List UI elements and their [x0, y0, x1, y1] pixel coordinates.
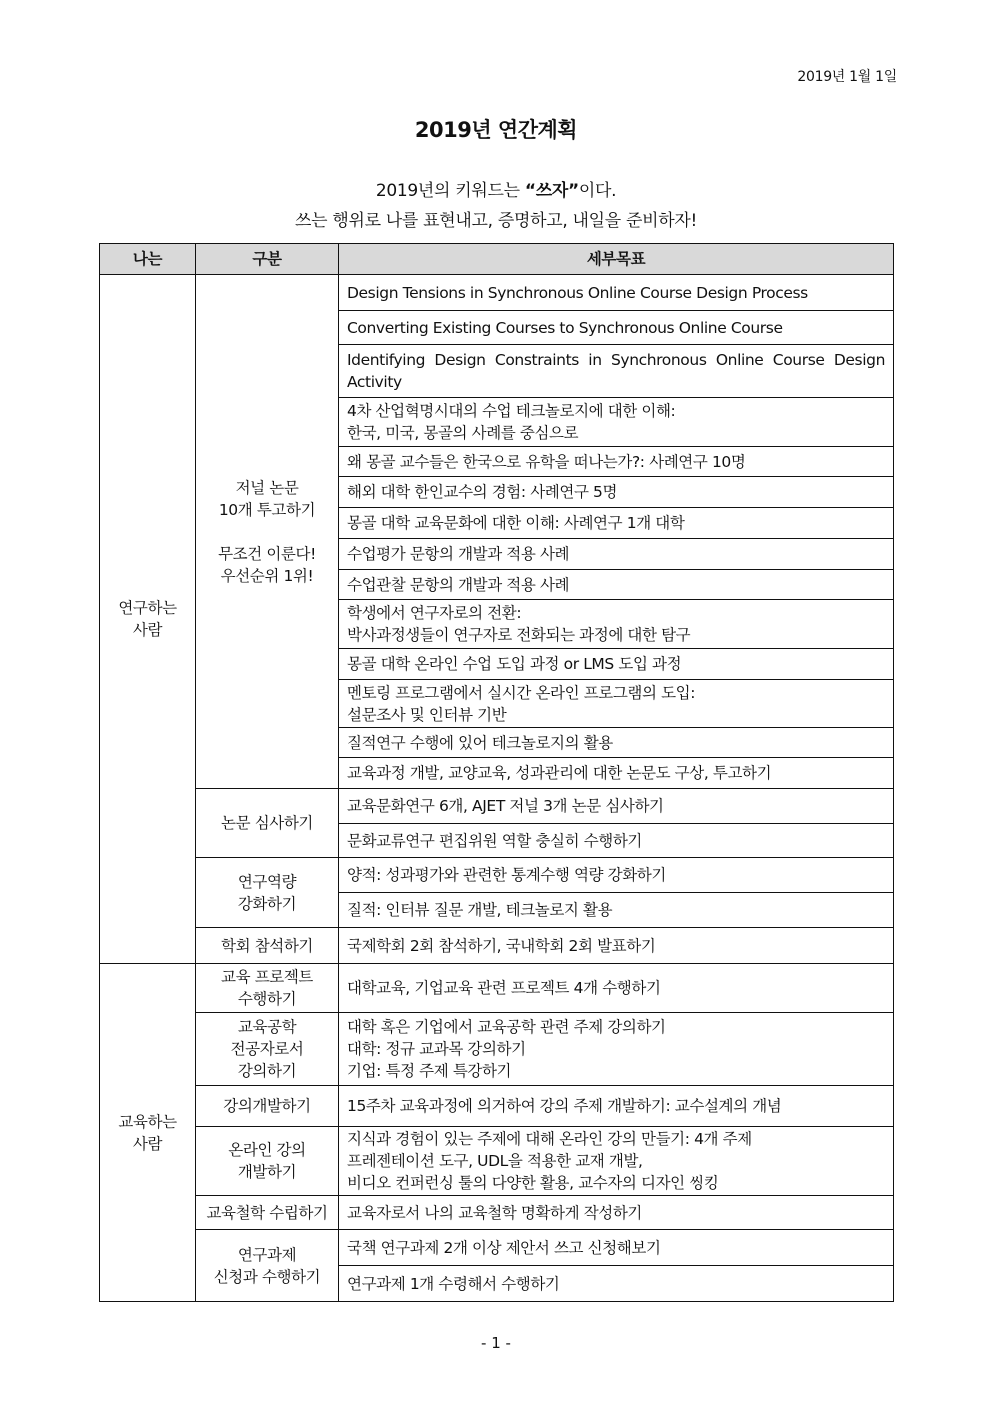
table-row — [100, 858, 894, 893]
table-row — [100, 1196, 894, 1230]
category-label-line: 교육철학 수립하기 — [206, 1203, 328, 1222]
table-row — [100, 789, 894, 824]
goal-cell — [339, 824, 894, 858]
goal-text-line: 비디오 컨퍼런싱 툴의 다양한 활용, 교수자의 디자인 씽킹 — [347, 1174, 719, 1192]
category-label-line: 교육공학 — [237, 1018, 297, 1036]
goal-text-line: 국책 연구과제 2개 이상 제안서 쓰고 신청해보기 — [347, 1238, 661, 1257]
document-date: 2019년 1월 1일 — [797, 69, 897, 85]
goal-cell — [339, 789, 894, 824]
category-label-line: 저널 논문 — [235, 478, 299, 497]
goal-cell — [339, 570, 894, 600]
goal-text-line: 4차 산업혁명시대의 수업 테크놀로지에 대한 이해: — [347, 402, 676, 420]
table-row — [100, 1013, 894, 1086]
goal-text-line: 질적연구 수행에 있어 테크놀로지의 활용 — [347, 733, 613, 752]
goal-cell — [339, 311, 894, 345]
goal-cell — [339, 1196, 894, 1230]
goal-cell — [339, 539, 894, 570]
table-row — [100, 1127, 894, 1196]
goal-text-line: 기업: 특정 주제 특강하기 — [347, 1062, 512, 1080]
goal-cell — [339, 758, 894, 789]
goal-text-line: 프레젠테이션 도구, UDL을 적용한 교재 개발, — [347, 1152, 643, 1170]
table-row — [100, 1230, 894, 1266]
goal-text-line: 수업관찰 문항의 개발과 적용 사례 — [347, 575, 570, 594]
motto-keyword: “쓰자” — [524, 181, 579, 201]
category-cell — [196, 1230, 339, 1302]
goal-text-line: 국제학회 2회 참석하기, 국내학회 2회 발표하기 — [347, 936, 656, 955]
goal-cell — [339, 680, 894, 728]
goal-text-line: 양적: 성과평가와 관련한 통계수행 역량 강화하기 — [347, 866, 666, 884]
category-cell — [196, 1086, 339, 1127]
column-header-goal: 세부목표 — [339, 244, 894, 275]
category-label-line: 신청과 수행하기 — [213, 1267, 321, 1286]
goal-text-line: 한국, 미국, 몽골의 사례를 중심으로 — [347, 424, 579, 442]
category-cell — [196, 1127, 339, 1196]
goal-cell — [339, 1086, 894, 1127]
goal-text-line: 지식과 경험이 있는 주제에 대해 온라인 강의 만들기: 4개 주제 — [347, 1130, 752, 1148]
goal-text-line: 15주차 교육과정에 의거하여 강의 주제 개발하기: 교수설계의 개념 — [347, 1097, 782, 1115]
category-label-line: 10개 투고하기 — [218, 500, 316, 519]
goal-text-line: 문화교류연구 편집위원 역할 충실히 수행하기 — [347, 831, 642, 850]
category-label-line: 수행하기 — [237, 990, 297, 1008]
goal-cell — [339, 928, 894, 964]
motto-line-1 — [0, 176, 992, 201]
goal-text-line: 멘토링 프로그램에서 실시간 온라인 프로그램의 도입: — [347, 683, 696, 702]
category-label-line: 무조건 이룬다! — [218, 544, 316, 563]
category-label-line: 우선순위 1위! — [220, 566, 314, 585]
goal-text-line: 학생에서 연구자로의 전환: — [347, 604, 522, 622]
goal-cell — [339, 964, 894, 1013]
goal-cell — [339, 345, 894, 398]
category-label-line — [204, 521, 330, 543]
goal-cell — [339, 728, 894, 758]
table-header-row — [100, 244, 894, 275]
motto-suffix: 이다. — [578, 181, 617, 201]
goal-cell — [339, 649, 894, 680]
motto-prefix: 2019년의 키워드는 — [375, 181, 525, 201]
goal-text-line: Converting Existing Courses to Synchronous Online Course — [347, 318, 783, 337]
column-header-who: 나는 — [100, 244, 196, 275]
goal-text-line: 교육과정 개발, 교양교육, 성과관리에 대한 논문도 구상, 투고하기 — [347, 764, 772, 782]
goal-text-line: 해외 대학 한인교수의 경험: 사례연구 5명 — [347, 483, 618, 501]
role-label-line: 사람 — [132, 621, 163, 639]
role-cell — [100, 964, 196, 1302]
goal-text-line: 대학교육, 기업교육 관련 프로젝트 4개 수행하기 — [347, 979, 661, 997]
goal-cell — [339, 398, 894, 447]
category-label-line: 강화하기 — [237, 894, 297, 913]
goal-cell — [339, 1230, 894, 1266]
goal-text-line: 대학 혹은 기업에서 교육공학 관련 주제 강의하기 — [347, 1018, 666, 1036]
goal-text-line: 교육자로서 나의 교육철학 명확하게 작성하기 — [347, 1203, 642, 1222]
goal-cell — [339, 447, 894, 477]
goal-cell — [339, 858, 894, 893]
category-label-line: 온라인 강의 — [228, 1141, 306, 1159]
category-cell — [196, 275, 339, 789]
role-cell — [100, 275, 196, 964]
goal-text-line: 설문조사 및 인터뷰 기반 — [347, 705, 507, 724]
goal-cell — [339, 275, 894, 311]
table-row — [100, 275, 894, 311]
goal-text-line: 몽골 대학 교육문화에 대한 이해: 사례연구 1개 대학 — [347, 514, 685, 532]
category-label-line: 연구과제 — [237, 1245, 297, 1264]
category-cell — [196, 928, 339, 964]
role-label-line: 교육하는 — [118, 1112, 177, 1131]
goal-cell — [339, 893, 894, 928]
category-label-line: 논문 심사하기 — [221, 814, 313, 832]
goal-text-line: 교육문화연구 6개, AJET 저널 3개 논문 심사하기 — [347, 797, 664, 815]
table-row — [100, 928, 894, 964]
goal-cell — [339, 1266, 894, 1302]
motto-line-2: 쓰는 행위로 나를 표현내고, 증명하고, 내일을 준비하자! — [294, 211, 698, 231]
goal-cell — [339, 477, 894, 508]
goal-cell — [339, 1127, 894, 1196]
category-label-line: 연구역량 — [237, 872, 297, 891]
goal-text-line: 질적: 인터뷰 질문 개발, 테크놀로지 활용 — [347, 901, 613, 919]
category-label-line: 강의하기 — [237, 1062, 297, 1080]
column-header-category: 구분 — [196, 244, 339, 275]
goal-cell — [339, 600, 894, 649]
category-label-line: 강의개발하기 — [223, 1097, 311, 1115]
page-number: - 1 - — [481, 1334, 511, 1352]
goal-text-line: 몽골 대학 온라인 수업 도입 과정 or LMS 도입 과정 — [347, 655, 682, 673]
document-title: 2019년 연간계획 — [414, 118, 578, 142]
goal-text-line: Identifying Design Constraints in Synchronous Online Course Design Activity — [347, 351, 885, 391]
category-cell — [196, 1196, 339, 1230]
category-label-line: 개발하기 — [237, 1163, 297, 1181]
goal-cell — [339, 508, 894, 539]
category-label-line: 전공자로서 — [230, 1040, 304, 1058]
category-label-line: 학회 참석하기 — [221, 936, 313, 955]
table-row — [100, 1086, 894, 1127]
goal-text-line: 수업평가 문항의 개발과 적용 사례 — [347, 545, 570, 563]
category-cell — [196, 789, 339, 858]
goal-cell — [339, 1013, 894, 1086]
goal-text-line: 연구과제 1개 수령해서 수행하기 — [347, 1274, 560, 1293]
category-cell — [196, 858, 339, 928]
table-row — [100, 964, 894, 1013]
goal-text-line: 박사과정생들이 연구자로 전화되는 과정에 대한 탐구 — [347, 626, 691, 644]
goal-text-line: 왜 몽골 교수들은 한국으로 유학을 떠나는가?: 사례연구 10명 — [347, 452, 746, 471]
role-label-line: 사람 — [132, 1134, 163, 1153]
table-body — [100, 275, 894, 1302]
annual-plan-table — [99, 243, 894, 1302]
role-label-line: 연구하는 — [118, 599, 177, 617]
category-cell — [196, 964, 339, 1013]
goal-text-line: Design Tensions in Synchronous Online Course Design Process — [347, 283, 808, 302]
goal-text-line: 대학: 정규 교과목 강의하기 — [347, 1040, 526, 1058]
category-label-line: 교육 프로젝트 — [221, 968, 313, 986]
category-cell — [196, 1013, 339, 1086]
